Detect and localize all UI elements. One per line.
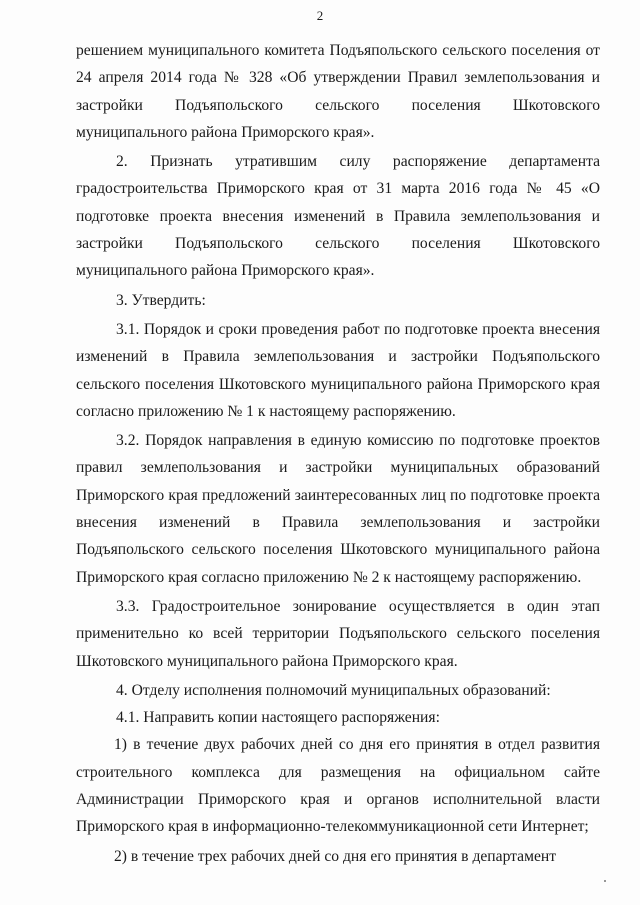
paragraph-continuation: решением муниципального комитета Подъяпольского сельского поселения от 24 апреля 2014 года № 328 «Об утверждении Правил землепользования и застройки Подъяпольского сельского поселения Шкотовского муниципального района Приморского края». bbox=[76, 42, 600, 141]
paragraph-item-2: 2. Признать утратившим силу распоряжение департамента градостроительства Приморского края от 31 марта 2016 года № 45 «О подготовке проекта внесения изменений в Правила землепользования и застройки Подъяпольского сельского поселения Шкотовского муниципального района Приморского края». bbox=[76, 153, 600, 280]
paragraph-item-4-1: 4.1. Направить копии настоящего распоряжения: bbox=[116, 709, 440, 727]
page-number: 2 bbox=[316, 8, 324, 23]
paragraph-item-3-1: 3.1. Порядок и сроки проведения работ по подготовке проекта внесения изменений в Правила землепользования и застройки Подъяпольского сельского поселения Шкотовского муниципального района Приморского края согласно приложению № 1 к настоящему распоряжению. bbox=[76, 320, 600, 420]
paragraph-item-3: 3. Утвердить: bbox=[116, 291, 206, 309]
paragraph-item-4: 4. Отделу исполнения полномочий муниципальных образований: bbox=[116, 681, 551, 699]
paragraph-item-3-2: 3.2. Порядок направления в единую комиссию по подготовке проектов правил землепользования и застройки муниципальных образований Приморского края предложений заинтересованных лиц по подготовке проекта внесения изменений в Правила землепользования и застройки Подъяпольского сельского поселения Шкотовского муниципального района Приморского края согласно приложению № 2 к настоящему распоряжению. bbox=[76, 432, 600, 586]
paragraph-subitem-1: 1) в течение двух рабочих дней со дня его принятия в отдел развития строительного комплекса для размещения на официальном сайте Администрации Приморского края и органов исполнительной власти Приморского края в информационно-телекоммуникационной сети Интернет; bbox=[76, 736, 600, 836]
scan-speck bbox=[604, 880, 606, 882]
document-body bbox=[76, 37, 600, 870]
paragraph-subitem-2: 2) в течение трех рабочих дней со дня его принятия в департамент bbox=[114, 847, 557, 865]
paragraph-item-3-3: 3.3. Градостроительное зонирование осуществляется в один этап применительно ко всей территории Подъяпольского сельского поселения Шкотовского муниципального района Приморского края. bbox=[76, 597, 600, 670]
